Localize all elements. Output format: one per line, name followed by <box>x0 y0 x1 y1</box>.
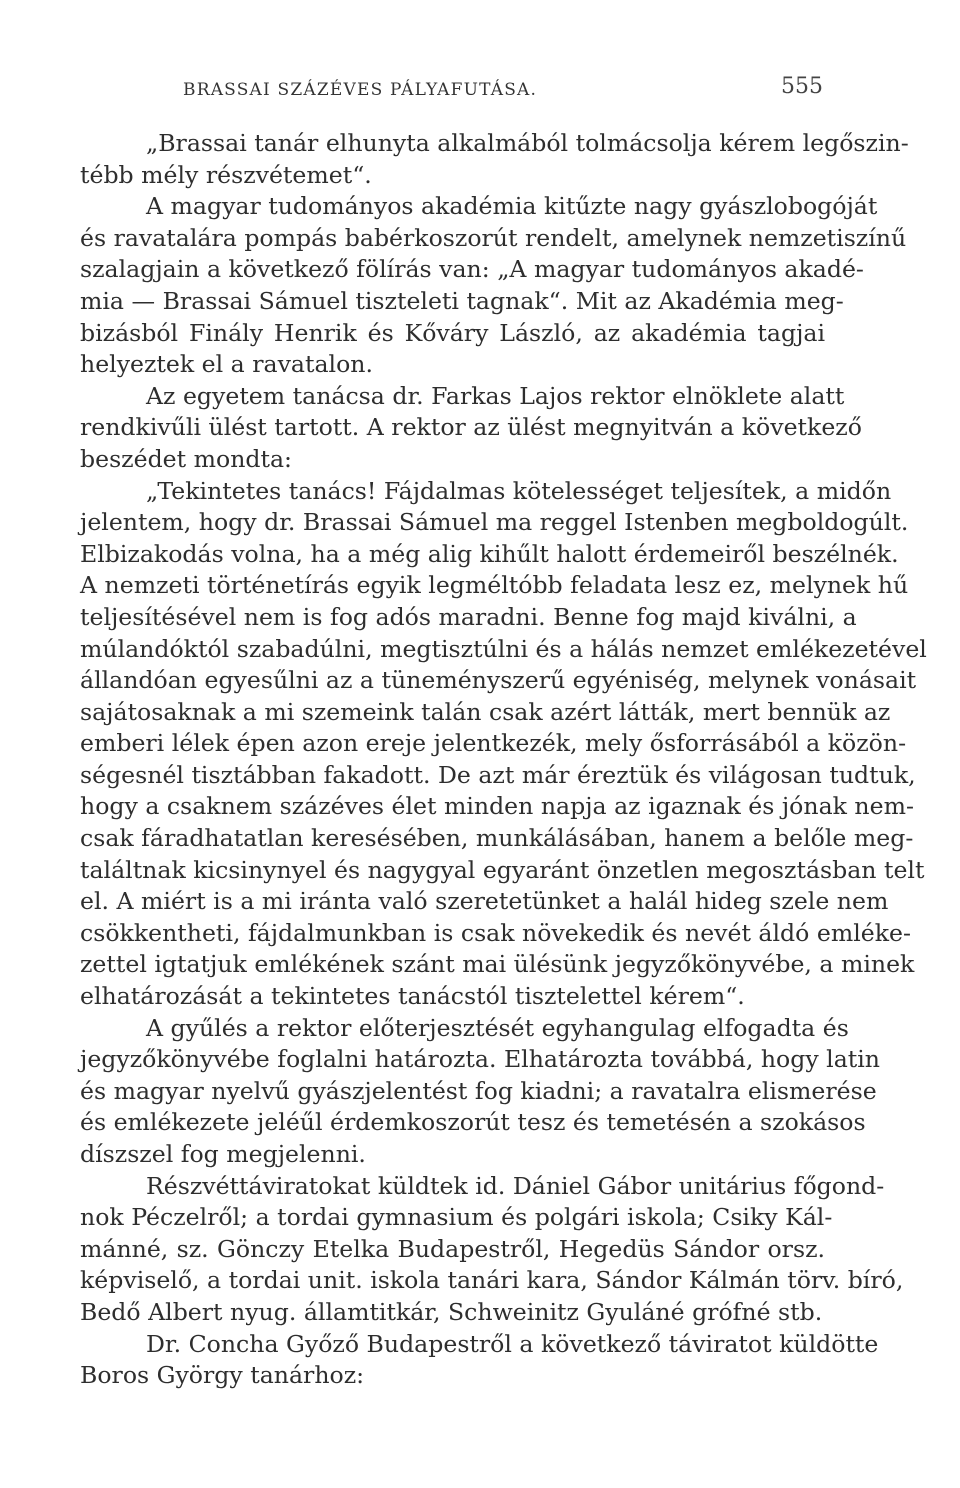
text-line: beszédet mondta: <box>80 444 292 473</box>
text-line: és ravatalára pompás babérkoszorút rendelt, amelynek nemzetiszínű <box>80 223 907 252</box>
text-line: díszszel fog megjelenni. <box>80 1140 366 1168</box>
text-line: csak fáradhatatlan keresésében, munkálásában, hanem a belőle meg- <box>80 824 914 853</box>
text-line: elhatározását a tekintetes tanácstól tisztelettel kérem“. <box>80 982 745 1011</box>
text-line: rendkivűli ülést tartott. A rektor az ülést megnyitván a következő <box>80 413 862 442</box>
running-title: BRASSAI SZÁZÉVES PÁLYAFUTÁSA. <box>183 80 538 100</box>
text-line: jelentem, hogy dr. Brassai Sámuel ma reggel Istenben megboldogúlt. <box>80 508 909 537</box>
text-line: ségesnél tisztábban fakadott. De azt már éreztük és világosan tudtuk, <box>80 760 916 789</box>
text-line: helyeztek el a ravatalon. <box>80 350 373 379</box>
text-line: állandóan egyesűlni az a tüneményszerű egyéniség, melynek vonásait <box>80 666 917 695</box>
body-text <box>80 128 927 1392</box>
text-line: sajátosaknak a mi szemeink talán csak azért látták, mert bennük az <box>80 697 891 726</box>
text-line: A gyűlés a rektor előterjesztését egyhangulag elfogadta és <box>146 1013 849 1042</box>
text-line: el. A miért is a mi iránta való szeretetünket a halál hideg szele nem <box>80 887 889 916</box>
text-line: „Brassai tanár elhunyta alkalmából tolmácsolja kérem legőszin- <box>146 129 909 157</box>
text-line: mia — Brassai Sámuel tiszteleti tagnak“. Mit az Akadémia meg- <box>80 286 844 315</box>
text-line: teljesítésével nem is fog adós maradni. Benne fog majd kiválni, a <box>80 602 857 631</box>
text-line: Boros György tanárhoz: <box>80 1361 365 1390</box>
page-header <box>183 74 823 108</box>
text-line: zettel igtatjuk emlékének szánt mai ülésünk jegyzőkönyvébe, a minek <box>80 950 915 979</box>
text-line: A nemzeti történetírás egyik legméltóbb feladata lesz ez, melynek hű <box>80 571 909 600</box>
text-line: találtnak kicsinynyel és nagygyal egyaránt önzetlen megosztásban telt <box>80 855 925 884</box>
text-line: múlandóktól szabadúlni, megtisztúlni és a hálás nemzet emlékezetével <box>80 634 927 663</box>
text-line: Elbizakodás volna, ha a még alig kihűlt halott érdemeiről beszélnék. <box>80 539 899 568</box>
text-line: „Tekintetes tanács! Fájdalmas kötelességet teljesítek, a midőn <box>146 476 892 505</box>
text-line: bizásból Finály Henrik és Kőváry László, az akadémia tagjai <box>80 318 825 347</box>
text-line: nok Péczelről; a tordai gymnasium és polgári iskola; Csiky Kál- <box>80 1203 833 1232</box>
text-line: hogy a csaknem százéves élet minden napja az igaznak és jónak nem- <box>80 792 914 821</box>
text-line: emberi lélek épen azon ereje jelentkezék, mely ősforrásából a közön- <box>80 729 907 758</box>
page-number: 555 <box>781 74 823 99</box>
text-line: mánné, sz. Gönczy Etelka Budapestről, Hegedüs Sándor orsz. <box>80 1234 825 1263</box>
text-line: képviselő, a tordai unit. iskola tanári kara, Sándor Kálmán törv. bíró, <box>80 1266 904 1295</box>
text-line: Az egyetem tanácsa dr. Farkas Lajos rektor elnöklete alatt <box>146 381 845 410</box>
text-line: Részvéttáviratokat küldtek id. Dániel Gábor unitárius főgond- <box>146 1171 885 1200</box>
text-line: és emlékezete jeléűl érdemkoszorút tesz és temetésén a szokásos <box>80 1108 866 1137</box>
text-line: Bedő Albert nyug. államtitkár, Schweinitz Gyuláné grófné stb. <box>80 1297 823 1326</box>
text-line: A magyar tudományos akadémia kitűzte nagy gyászlobogóját <box>146 192 878 221</box>
text-line: és magyar nyelvű gyászjelentést fog kiadni; a ravatalra elismerése <box>80 1076 877 1105</box>
text-line: szalagjain a következő fölírás van: „A magyar tudományos akadé- <box>80 255 864 284</box>
text-line: jegyzőkönyvébe foglalni határozta. Elhatározta továbbá, hogy latin <box>80 1045 880 1074</box>
text-line: csökkentheti, fájdalmunkban is csak növekedik és nevét áldó emléke- <box>80 918 911 947</box>
text-line: Dr. Concha Győző Budapestről a következő táviratot küldötte <box>146 1329 879 1358</box>
text-line: tébb mély részvétemet“. <box>80 160 372 189</box>
